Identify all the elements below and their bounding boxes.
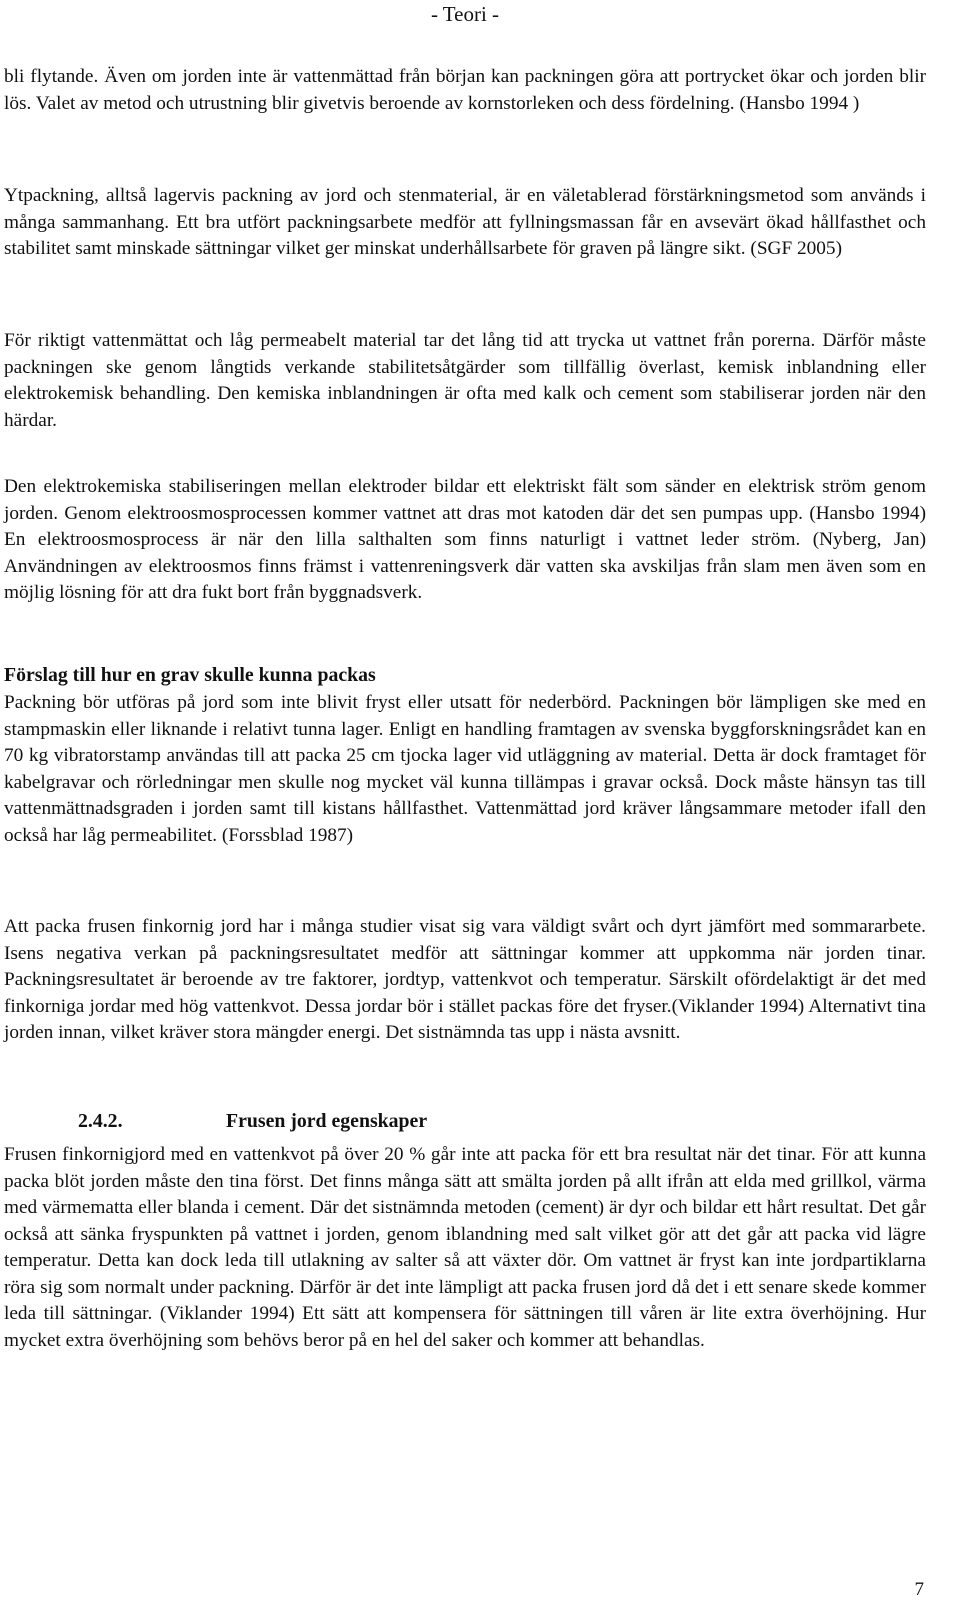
paragraph-6: Att packa frusen finkornig jord har i många studier visat sig vara väldigt svårt och dyrt jämfört med sommararbete. Isens negativa verkan på packningsresultatet medför att sättningar kommer att uppkomma när jorden tinar. Packningsresultatet är beroende av tre faktorer, jordtyp, vattenkvot och temperatur. Särskilt ofördelaktigt är det med finkorniga jordar med hög vattenkvot. Dessa jordar bör i stället packas före det fryser.(Viklander 1994) Alternativt tina jorden innan, vilket kräver stora mängder energi. Det sistnämnda tas upp i nästa avsnitt.	[4, 916, 926, 1043]
heading-packing-proposal: Förslag till hur en grav skulle kunna packas	[4, 664, 376, 686]
paragraph-4: Den elektrokemiska stabiliseringen mellan elektroder bildar ett elektriskt fält som sänder en elektrisk ström genom jorden. Genom elektroosmosprocessen kommer vattnet att dras mot katoden där det sen pumpas upp. (Hansbo 1994) En elektroosmosprocess är när den lilla salthalten som finns naturligt i vattnet leder ström. (Nyberg, Jan) Användningen av elektroosmos finns främst i vattenreningsverk där vatten ska avskiljas från slam men även som en möjlig lösning för att dra fukt bort från byggnadsverk.	[4, 476, 926, 603]
paragraph-5: Packning bör utföras på jord som inte blivit fryst eller utsatt för nederbörd. Packningen bör lämpligen ske med en stampmaskin eller liknande i relativt tunna lager. Enligt en handling framtagen av svenska byggforskningsrådet kan en 70 kg vibratorstamp användas till att packa 25 cm tjocka lager vid utläggning av material. Detta är dock framtaget för kabelgravar och rörledningar men skulle nog mycket väl kunna tillämpas i gravar också. Dock måste hänsyn tas till vattenmättnadsgraden i jorden samt till kistans hållfasthet. Vattenmättad jord kräver långsammare metoder ifall den också har låg permeabilitet. (Forssblad 1987)	[4, 692, 926, 846]
page-number: 7	[914, 1579, 924, 1600]
paragraph-3: För riktigt vattenmättat och låg permeabelt material tar det lång tid att trycka ut vattnet från porerna. Därför måste packningen ske genom långtids verkande stabilitetsåtgärder som tillfällig överlast, kemisk inblandning eller elektrokemisk behandling. Den kemiska inblandningen är ofta med kalk och cement som stabiliserar jorden när den härdar.	[4, 330, 926, 431]
paragraph-2: Ytpackning, alltså lagervis packning av jord och stenmaterial, är en väletablerad förstärkningsmetod som används i många sammanhang. Ett bra utfört packningsarbete medför att fyllningsmassan får en avsevärt ökad hållfasthet och stabilitet samt minskade sättningar vilket ger minskat underhållsarbete för graven på längre sikt. (SGF 2005)	[4, 185, 926, 259]
paragraph-1: bli flytande. Även om jorden inte är vattenmättad från början kan packningen göra att portrycket ökar och jorden blir lös. Valet av metod och utrustning blir givetvis beroende av kornstorleken och dess fördelning. (Hansbo 1994 )	[4, 66, 926, 114]
paragraph-7: Frusen finkornigjord med en vattenkvot på över 20 % går inte att packa för ett bra resultat när det tinar. För att kunna packa blöt jorden måste den tina först. Det finns många sätt att smälta jorden på allt ifrån att elda med grillkol, värma med värmematta eller blanda i cement. Där det sistnämnda metoden (cement) är dyr och bildar ett hårt resultat. Det går också att sänka fryspunkten på vattnet i jorden, genom iblandning med salt vilket gör att det går att packa vid lägre temperatur. Detta kan dock leda till utlakning av salter så att växter dör. Om vattnet är fryst kan inte jordpartiklarna röra sig som normalt under packning. Därför är det inte lämpligt att packa frusen jord då det i ett senare skede kommer leda till sättningar. (Viklander 1994) Ett sätt att kompensera för sättningen till våren är lite extra överhöjning. Hur mycket extra överhöjning som behövs beror på en hel del saker och kommer att behandlas.	[4, 1144, 926, 1351]
section-number: 2.4.2.	[78, 1110, 123, 1132]
section-title: Frusen jord egenskaper	[226, 1110, 428, 1132]
page-header: - Teori -	[430, 2, 500, 26]
